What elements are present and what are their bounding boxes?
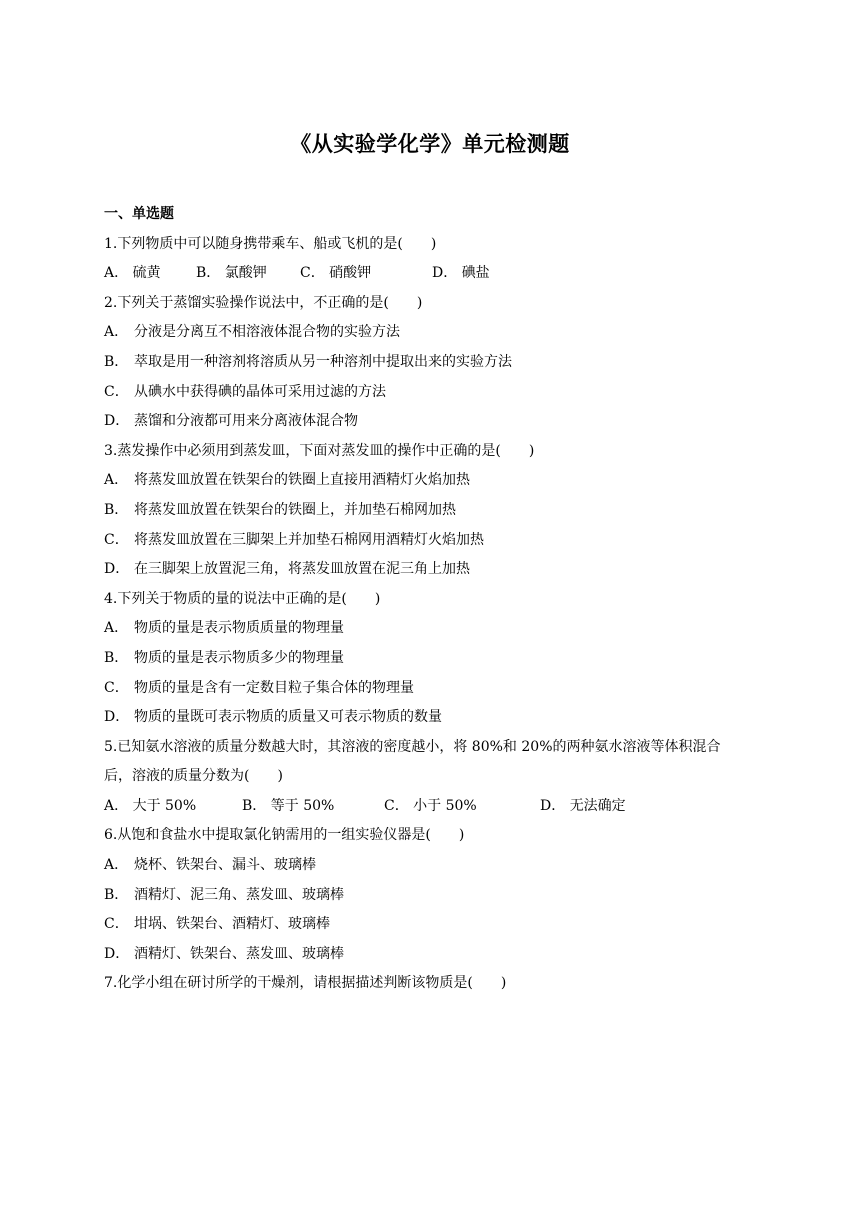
option-text: 从碘水中获得碘的晶体可采用过滤的方法 — [134, 383, 386, 400]
question-1-option-c — [300, 259, 432, 289]
option-letter: A． — [104, 797, 129, 814]
option-text: 萃取是用一种溶剂将溶质从另一种溶剂中提取出来的实验方法 — [134, 353, 512, 370]
question-6-option-c — [104, 910, 764, 940]
option-letter: C． — [300, 265, 325, 282]
option-text: 氯酸钾 — [224, 265, 267, 282]
option-text: 将蒸发皿放置在铁架台的铁圈上，并加垫石棉网加热 — [134, 501, 456, 518]
option-letter: A． — [104, 324, 129, 341]
option-letter: C． — [104, 383, 129, 400]
option-letter: D． — [432, 265, 458, 282]
question-1-options — [104, 259, 764, 289]
option-text: 等于 50% — [270, 797, 335, 814]
option-letter: B． — [104, 353, 129, 370]
question-1-option-a — [104, 259, 196, 289]
option-text: 坩埚、铁架台、酒精灯、玻璃棒 — [134, 916, 330, 933]
question-6-option-b — [104, 881, 764, 911]
question-1-option-b — [196, 259, 300, 289]
option-text: 硫黄 — [132, 265, 161, 282]
question-4-option-a — [104, 614, 764, 644]
option-text: 物质的量是表示物质多少的物理量 — [134, 649, 344, 666]
option-letter: D． — [104, 709, 130, 726]
question-6-stem: 6.从饱和食盐水中提取氯化钠需用的一组实验仪器是( ) — [104, 827, 465, 844]
question-list — [104, 200, 764, 999]
option-text: 无法确定 — [569, 797, 626, 814]
option-letter: B． — [104, 886, 129, 903]
question-5-option-a — [104, 792, 242, 822]
question-5-option-b — [242, 792, 384, 822]
question-2-option-c — [104, 378, 764, 408]
question-2-option-a — [104, 318, 764, 348]
option-text: 将蒸发皿放置在三脚架上并加垫石棉网用酒精灯火焰加热 — [134, 531, 484, 548]
question-4-option-c — [104, 674, 764, 704]
option-letter: D． — [104, 413, 130, 430]
question-3-option-a — [104, 466, 764, 496]
question-4-option-b — [104, 644, 764, 674]
question-5-options — [104, 792, 764, 822]
question-7-stem: 7.化学小组在研讨所学的干燥剂，请根据描述判断该物质是( ) — [104, 975, 507, 992]
question-4-option-d — [104, 703, 764, 733]
question-4-stem: 4.下列关于物质的量的说法中正确的是( ) — [104, 590, 381, 607]
option-text: 烧杯、铁架台、漏斗、玻璃棒 — [134, 857, 316, 874]
option-text: 碘盐 — [461, 265, 490, 282]
option-text: 将蒸发皿放置在铁架台的铁圈上直接用酒精灯火焰加热 — [134, 472, 470, 489]
option-letter: C． — [104, 531, 129, 548]
question-6-option-a — [104, 851, 764, 881]
question-1-option-d — [432, 259, 490, 289]
question-5-option-c — [384, 792, 540, 822]
question-5-option-d — [540, 792, 626, 822]
option-letter: C． — [104, 679, 129, 696]
question-5-stem-line-2: 后，溶液的质量分数为( ) — [104, 768, 283, 785]
option-letter: D． — [104, 561, 130, 578]
question-3-option-c — [104, 526, 764, 556]
option-letter: A． — [104, 620, 129, 637]
question-2-option-d — [104, 407, 764, 437]
section-heading: 一、单选题 — [104, 206, 174, 222]
question-6-option-d — [104, 940, 764, 970]
option-letter: B． — [196, 265, 221, 282]
option-letter: A． — [104, 857, 129, 874]
question-2-option-b — [104, 348, 764, 378]
option-letter: A． — [104, 265, 129, 282]
option-text: 酒精灯、泥三角、蒸发皿、玻璃棒 — [134, 886, 344, 903]
question-3-stem: 3.蒸发操作中必须用到蒸发皿，下面对蒸发皿的操作中正确的是( ) — [104, 442, 535, 459]
question-5-stem-line-1: 5.已知氨水溶液的质量分数越大时，其溶液的密度越小，将 80%和 20%的两种氨水溶液等体积混合 — [104, 738, 721, 755]
option-text: 蒸馏和分液都可用来分离液体混合物 — [134, 413, 358, 430]
option-letter: B． — [242, 797, 267, 814]
option-letter: D． — [540, 797, 566, 814]
question-3-option-d — [104, 555, 764, 585]
option-text: 小于 50% — [413, 797, 477, 814]
option-letter: B． — [104, 649, 129, 666]
question-1-stem: 1.下列物质中可以随身携带乘车、船或飞机的是( ) — [104, 235, 437, 252]
option-letter: B． — [104, 501, 129, 518]
option-letter: A． — [104, 472, 129, 489]
option-letter: D． — [104, 945, 130, 962]
option-text: 物质的量是表示物质质量的物理量 — [134, 620, 344, 637]
option-text: 分液是分离互不相溶液体混合物的实验方法 — [134, 324, 400, 341]
option-text: 物质的量既可表示物质的质量又可表示物质的数量 — [134, 709, 442, 726]
question-3-option-b — [104, 496, 764, 526]
option-text: 在三脚架上放置泥三角，将蒸发皿放置在泥三角上加热 — [134, 561, 470, 578]
option-letter: C． — [104, 916, 129, 933]
option-text: 酒精灯、铁架台、蒸发皿、玻璃棒 — [134, 945, 344, 962]
option-text: 物质的量是含有一定数目粒子集合体的物理量 — [134, 679, 414, 696]
page-title: 《从实验学化学》单元检测题 — [290, 132, 570, 156]
option-letter: C． — [384, 797, 409, 814]
option-text: 硝酸钾 — [329, 265, 372, 282]
question-2-stem: 2.下列关于蒸馏实验操作说法中，不正确的是( ) — [104, 294, 423, 311]
option-text: 大于 50% — [132, 797, 197, 814]
